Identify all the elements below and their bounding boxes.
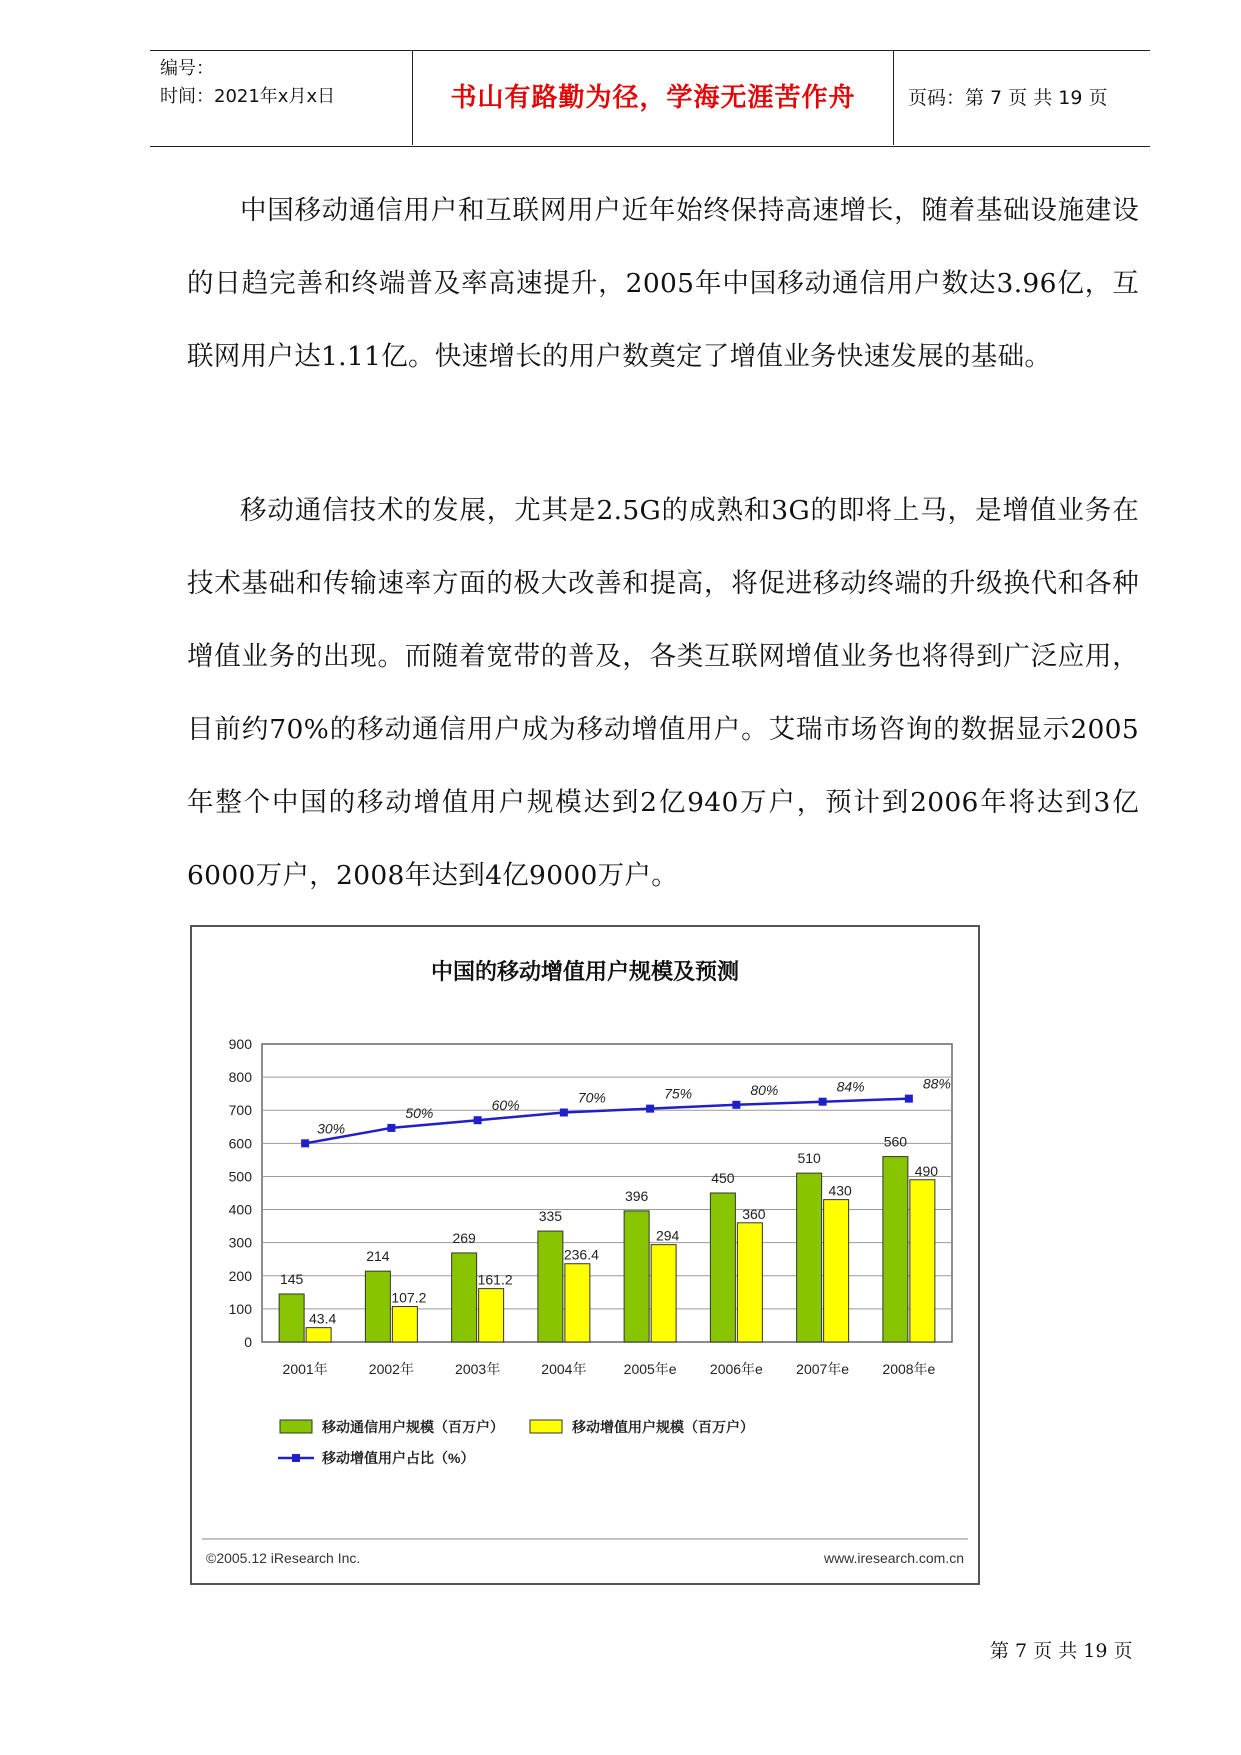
header-meta [160, 55, 420, 143]
bar [365, 1271, 390, 1342]
body-paragraph-2: 移动通信技术的发展，尤其是2.5G的成熟和3G的即将上马，是增值业务在技术基础和传输速率方面的极大改善和提高，将促进移动终端的升级换代和各种增值业务的出现。而随着宽带的普及，各类互联网增值业务也将得到广泛应用，目前约70%的移动通信用户成为移动增值用户。艾瑞市场咨询的数据显示2005年整个中国的移动增值用户规模达到2亿940万户，预计到2006年将达到3亿6000万户，2008年达到4亿9000万户。 [187, 495, 1139, 891]
line-data-label: 84% [836, 1078, 865, 1095]
bar [538, 1231, 563, 1342]
page-footer: 第 7 页 共 19 页 [990, 1640, 1133, 1662]
legend-marker [292, 1454, 300, 1462]
y-tick-label: 0 [244, 1334, 252, 1350]
line-point [474, 1116, 482, 1124]
legend-swatch [530, 1420, 562, 1433]
bar-data-label: 450 [711, 1170, 735, 1186]
header-page-info: 页码：第 7 页 共 19 页 [908, 87, 1108, 109]
line-point [646, 1105, 654, 1113]
bar-data-label: 510 [797, 1150, 821, 1167]
bar [392, 1307, 417, 1342]
legend-label: 移动增值用户规模（百万户） [572, 1419, 754, 1435]
bar [565, 1264, 590, 1342]
bar-data-label: 269 [452, 1229, 476, 1246]
page-header [150, 50, 1150, 147]
bar-data-label: 294 [655, 1227, 680, 1244]
y-tick-label: 300 [228, 1234, 252, 1251]
chart [192, 927, 978, 1583]
bar [279, 1294, 304, 1342]
header-motto: 书山有路勤为径，学海无涯苦作舟 [450, 83, 856, 113]
line-data-label: 80% [750, 1081, 779, 1098]
y-tick-label: 900 [228, 1036, 252, 1052]
x-tick-label: 2007年e [796, 1361, 850, 1377]
line-point [301, 1139, 309, 1147]
bar-data-label: 335 [538, 1208, 563, 1225]
x-tick-label: 2002年 [368, 1361, 414, 1377]
line-data-label: 75% [664, 1085, 693, 1102]
bar-data-label: 145 [279, 1270, 304, 1287]
bar-data-label: 43.4 [309, 1310, 337, 1327]
time-label: 时间：2021年x月x日 [160, 86, 336, 107]
bar-data-label: 490 [914, 1162, 939, 1179]
line-point [819, 1098, 827, 1106]
y-tick-label: 400 [228, 1201, 252, 1218]
bar [797, 1173, 822, 1342]
x-tick-label: 2004年 [541, 1361, 587, 1377]
line-data-label: 70% [577, 1089, 606, 1106]
line-data-label: 50% [405, 1104, 434, 1121]
y-tick-label: 600 [228, 1135, 252, 1152]
chart-title: 中国的移动增值用户规模及预测 [430, 959, 740, 984]
y-tick-label: 500 [228, 1168, 252, 1185]
bar-data-label: 396 [624, 1187, 649, 1204]
bar-data-label: 107.2 [391, 1289, 427, 1306]
x-tick-label: 2006年e [709, 1361, 763, 1377]
y-tick-label: 200 [228, 1267, 252, 1284]
bar [624, 1211, 649, 1342]
bar [824, 1200, 849, 1342]
y-tick-label: 100 [228, 1300, 252, 1317]
header-divider [893, 51, 894, 145]
bar-data-label: 161.2 [477, 1271, 513, 1288]
legend-swatch [280, 1420, 312, 1433]
y-tick-label: 700 [228, 1102, 252, 1119]
line-data-label: 88% [922, 1075, 951, 1092]
legend-label: 移动增值用户占比（%） [322, 1450, 475, 1466]
bar [910, 1180, 935, 1342]
bar [883, 1157, 908, 1342]
line-data-label: 60% [491, 1097, 520, 1114]
number-label: 编号： [160, 58, 214, 79]
bar [737, 1223, 762, 1342]
bar [306, 1328, 331, 1342]
bar [651, 1245, 676, 1342]
bar-data-label: 560 [883, 1133, 908, 1150]
bar-data-label: 430 [828, 1182, 852, 1199]
chart-frame [190, 925, 980, 1585]
bar [479, 1289, 504, 1342]
y-tick-label: 800 [228, 1069, 252, 1086]
bar [452, 1253, 477, 1342]
line-data-label: 30% [317, 1120, 346, 1137]
x-tick-label: 2003年 [455, 1361, 501, 1377]
line-point [905, 1095, 913, 1103]
bar-data-label: 236.4 [563, 1246, 599, 1263]
x-tick-label: 2008年e [882, 1361, 936, 1377]
chart-source-left: ©2005.12 iResearch Inc. [206, 1550, 361, 1566]
line-point [732, 1101, 740, 1109]
bar-data-label: 360 [742, 1205, 766, 1222]
bar-data-label: 214 [366, 1248, 390, 1265]
legend-label: 移动通信用户规模（百万户） [322, 1419, 504, 1435]
line-point [560, 1109, 568, 1117]
line-point [387, 1124, 395, 1132]
chart-source-right: www.iresearch.com.cn [823, 1550, 964, 1566]
bar [710, 1193, 735, 1342]
x-tick-label: 2001年 [282, 1361, 328, 1377]
body-paragraph-1: 中国移动通信用户和互联网用户近年始终保持高速增长，随着基础设施建设的日趋完善和终端普及率高速提升，2005年中国移动通信用户数达3.96亿，互联网用户达1.11亿。快速增长的用户数奠定了增值业务快速发展的基础。 [187, 195, 1139, 372]
x-tick-label: 2005年e [623, 1361, 677, 1377]
